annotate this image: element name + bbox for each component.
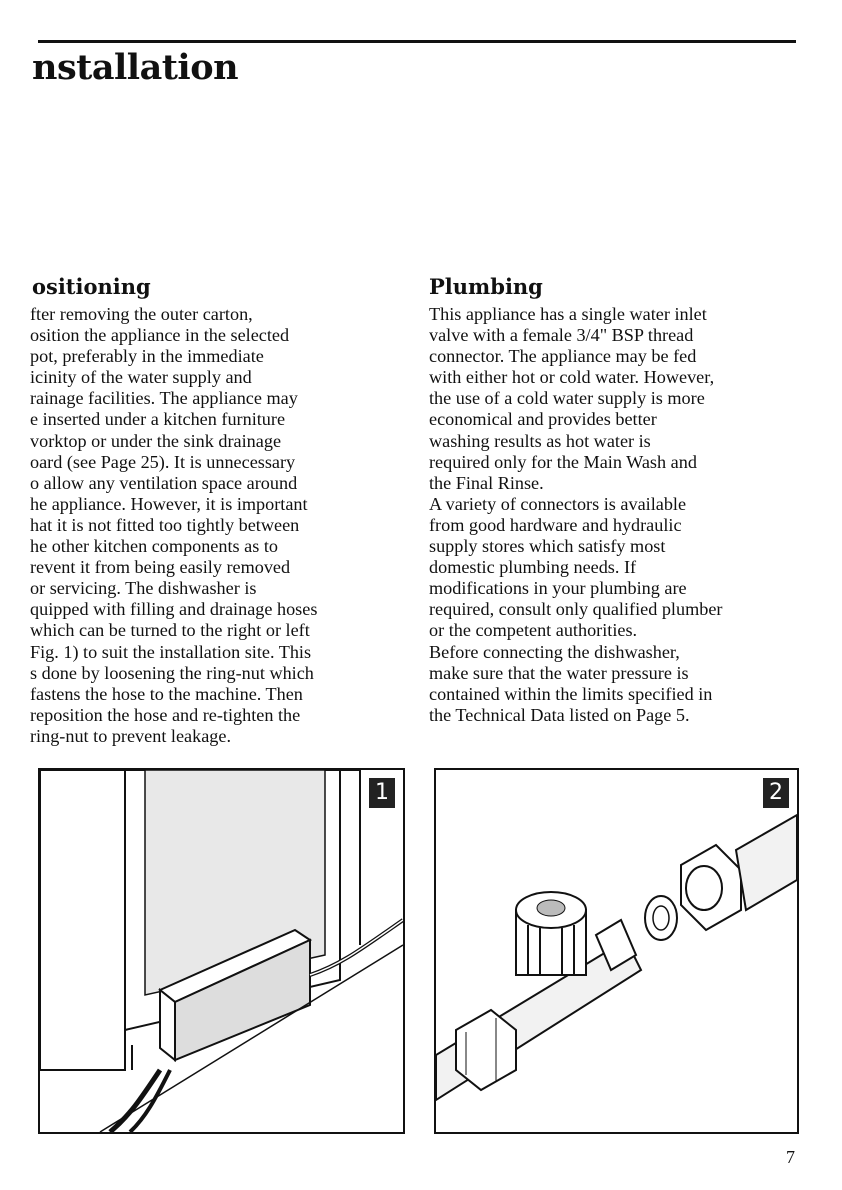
figure-2 xyxy=(434,768,799,1134)
text-line: s done by loosening the ring-nut which xyxy=(30,662,314,683)
positioning-heading: ositioning xyxy=(32,274,151,299)
text-line: the Final Rinse. xyxy=(429,472,544,493)
text-line: vorktop or under the sink drainage xyxy=(30,430,282,451)
text-line: he other kitchen components as to xyxy=(30,536,278,557)
text-line: washing results as hot water is xyxy=(429,430,651,451)
text-line: hat it is not fitted too tightly between xyxy=(30,514,300,535)
figure-1-label: 1 xyxy=(369,778,395,808)
text-line: with either hot or cold water. However, xyxy=(429,367,715,388)
text-line: contained within the limits specified in xyxy=(429,683,713,704)
valve-connector-illustration xyxy=(436,770,797,1132)
figure-1 xyxy=(38,768,405,1134)
text-line: This appliance has a single water inlet xyxy=(429,304,707,324)
text-line: fastens the hose to the machine. Then xyxy=(30,683,303,704)
text-line: Before connecting the dishwasher, xyxy=(429,641,680,662)
plumbing-text xyxy=(429,304,809,726)
text-line: domestic plumbing needs. If xyxy=(429,557,637,578)
text-line: o allow any ventilation space around xyxy=(30,472,298,493)
text-line: supply stores which satisfy most xyxy=(429,536,666,557)
text-line: valve with a female 3/4" BSP thread xyxy=(429,325,694,346)
text-line: pot, preferably in the immediate xyxy=(30,346,264,367)
top-rule xyxy=(38,40,796,43)
text-line: ring-nut to prevent leakage. xyxy=(30,725,231,746)
text-line: icinity of the water supply and xyxy=(30,367,252,388)
text-line: e inserted under a kitchen furniture xyxy=(30,409,286,430)
text-line: or servicing. The dishwasher is xyxy=(30,578,257,599)
plumbing-heading: Plumbing xyxy=(429,274,543,299)
text-line: from good hardware and hydraulic xyxy=(429,514,682,535)
text-line: the use of a cold water supply is more xyxy=(429,388,705,409)
page-number: 7 xyxy=(786,1147,795,1167)
text-line: required, consult only qualified plumber xyxy=(429,599,723,620)
text-line: revent it from being easily removed xyxy=(30,557,291,578)
text-line: which can be turned to the right or left xyxy=(30,620,310,641)
text-line: connector. The appliance may be fed xyxy=(429,346,697,367)
dishwasher-hose-illustration xyxy=(40,770,403,1132)
text-line: Fig. 1) to suit the installation site. This xyxy=(30,641,312,662)
text-line: or the competent authorities. xyxy=(429,620,638,641)
text-line: osition the appliance in the selected xyxy=(30,325,290,346)
text-line: oard (see Page 25). It is unnecessary xyxy=(30,451,296,472)
text-line: make sure that the water pressure is xyxy=(429,662,689,683)
text-line: the Technical Data listed on Page 5. xyxy=(429,704,690,725)
text-line: required only for the Main Wash and xyxy=(429,451,697,472)
text-line: fter removing the outer carton, xyxy=(30,304,253,324)
text-line: rainage facilities. The appliance may xyxy=(30,388,298,409)
positioning-text xyxy=(30,304,412,747)
text-line: quipped with filling and drainage hoses xyxy=(30,599,318,620)
text-line: A variety of connectors is available xyxy=(429,493,687,514)
text-line: he appliance. However, it is important xyxy=(30,493,308,514)
figure-2-label: 2 xyxy=(763,778,789,808)
page-title: nstallation xyxy=(32,47,239,88)
text-line: reposition the hose and re-tighten the xyxy=(30,704,301,725)
text-line: economical and provides better xyxy=(429,409,657,430)
text-line: modifications in your plumbing are xyxy=(429,578,687,599)
